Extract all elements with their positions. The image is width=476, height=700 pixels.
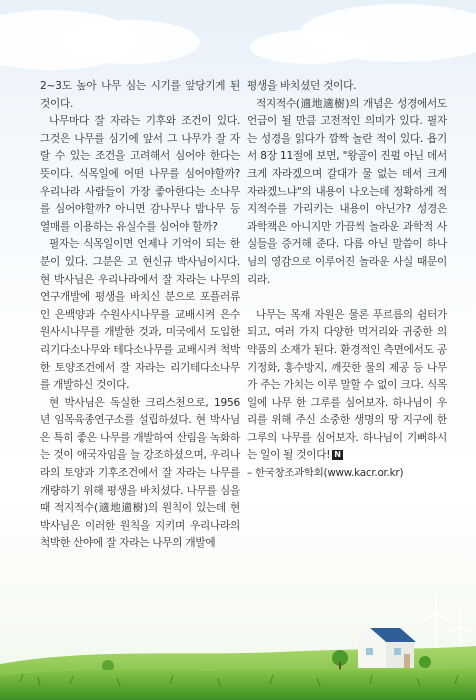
source-credit: – 한국창조과학회(www.kacr.or.kr) (247, 467, 404, 480)
article-right-column (247, 78, 447, 483)
article-left-column (40, 78, 240, 553)
paragraph-gap (247, 289, 447, 307)
paragraph: 2~3도 높아 나무 심는 시기를 앞당기게 된 것이다. (40, 80, 240, 110)
cloud (250, 30, 370, 64)
paragraph: 평생을 바치셨던 것이다. (247, 80, 357, 92)
end-mark-icon: N (334, 450, 341, 460)
paragraph: 필자는 식목일이면 언제나 기억이 되는 한 분이 있다. 그분은 고 현신규 박사님이시다. 현 박사님은 우리나라에서 잘 자라는 나무의 연구개발에 평생을 바치신 분으로 포플러류인 은백양과 수원사시나무를 교배시켜 은수원사시나무를 개발한 것과, 미국에서 도입한 리기다소나무와 테다소나무를 교배시켜 척박한 토양조건에서 잘 자라는 리기테다소나무를 개발하신 것이다. (40, 238, 240, 392)
closing-paragraph (247, 307, 447, 465)
house-icon (356, 628, 416, 668)
paragraph: 적지적수(適地適樹)의 개념은 성경에서도 언급이 될 만큼 고전적인 의미가 있다. 필자는 성경을 읽다가 깜짝 놀란 적이 있다. 욥기서 8장 11절에 보면, "왕골이 진펄 아닌 데서 크게 자라겠으며 갈대가 물 없는 데서 크게 자라겠느냐"의 내용이 나오는데 정확하게 적지적수를 가리키는 내용이 아닌가? 성경은 과학책은 아니지만 가끔씩 놀라운 과학적 사실들을 증거해 준다. 다름 아닌 말씀이 하나님의 영감으로 이루어진 놀라운 사실 때문이리라. (247, 97, 447, 286)
cloud (60, 20, 200, 64)
closing-text: 나무는 목재 자원은 물론 푸르름의 쉼터가 되고, 여러 가지 다양한 먹거리와 귀중한 의약품의 소재가 된다. 환경적인 측면에서도 공기정화, 홍수방지, 깨끗한 물의 제공 등 나무가 주는 가치는 이루 말할 수 없이 크다. 식목일에 나무 한 그루를 심어보자. 하나님이 우리를 위해 주신 소중한 생명의 땅 지구에 한 그루의 나무를 심어보자. 하나님이 기뻐하시는 일이 될 것이다! (247, 308, 447, 462)
landscape-illustration (0, 580, 476, 700)
paragraph: 현 박사님은 독실한 크리스천으로, 1956년 임목육종연구소를 설립하셨다. 현 박사님은 특히 좋은 나무를 개발하여 산림을 녹화하는 것이 애국자임을 늘 강조하셨으며, 우리나라의 토양과 기후조건에서 잘 자라는 나무를 개량하기 위해 평생을 바치셨다. 나무를 심을 때 적지적수(適地適樹)의 원칙이 있는데 현 박사님은 이러한 원칙을 지키며 우리나라의 척박한 산야에 잘 자라는 나무의 개발에 (40, 396, 240, 550)
paragraph: 나무마다 잘 자라는 기후와 조건이 있다. 그것은 나무를 심기에 앞서 그 나무가 잘 자랄 수 있는 조건을 고려해서 심어야 한다는 뜻이다. 식목일에 어떤 나무를 심어야할까? 우리나라 사람들이 가장 좋아한다는 소나무를 심어야할까? 아니면 감나무나 밤나무 등 열매를 이용하는 유실수를 심어야 할까? (40, 115, 240, 233)
